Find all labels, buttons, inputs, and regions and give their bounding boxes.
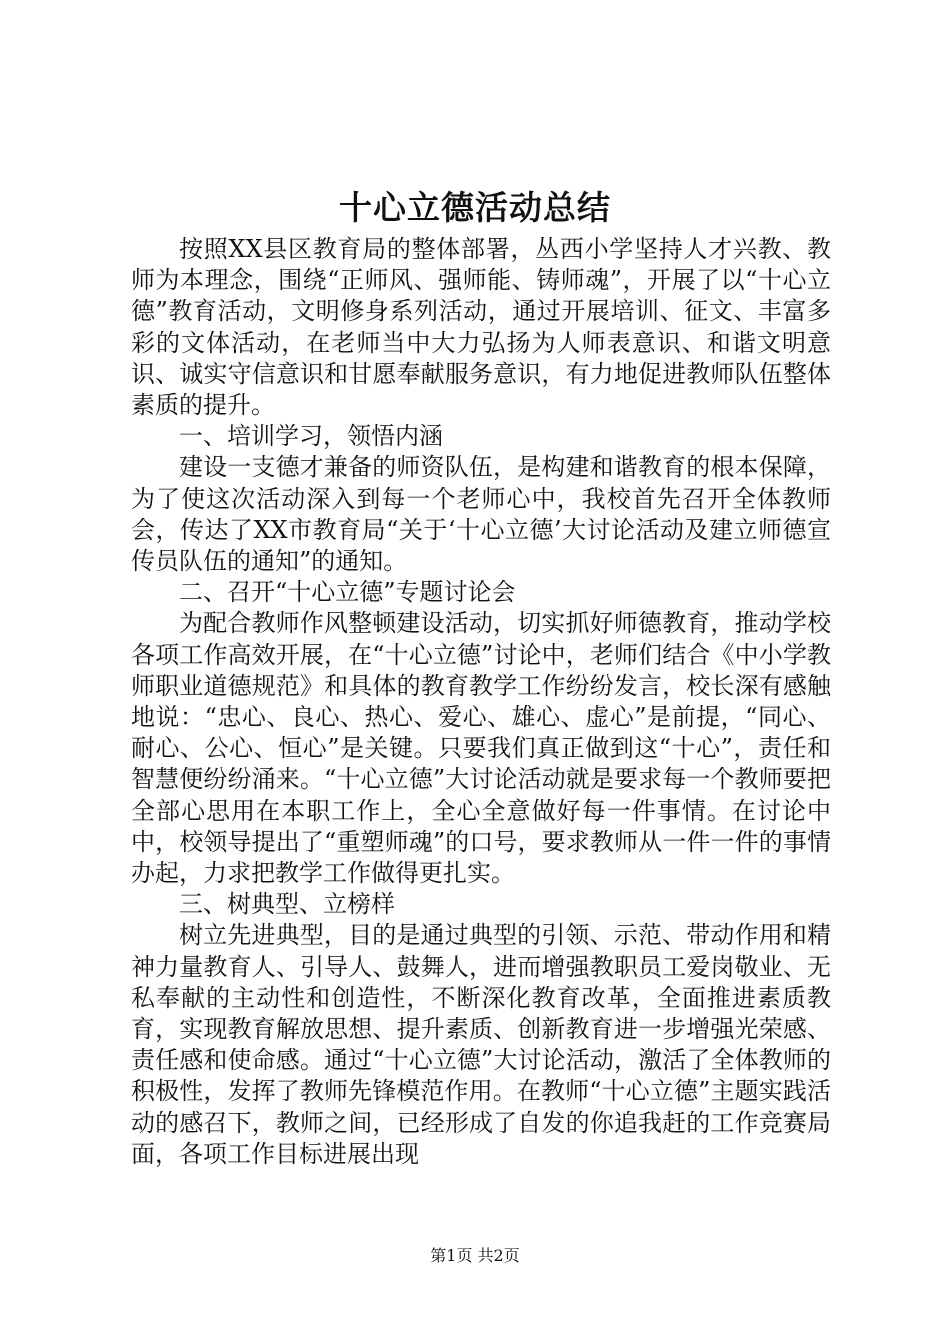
document-body: [131, 234, 831, 1170]
section-body-3: 树立先进典型，目的是通过典型的引领、示范、带动作用和精神力量教育人、引导人、鼓舞人，进而增强教职员工爱岗敬业、无私奉献的主动性和创造性，不断深化教育改革，全面推进素质教育，实现教育解放思想、提升素质、创新教育进一步增强光荣感、责任感和使命感。通过“十心立德”大讨论活动，激活了全体教师的积极性，发挥了教师先锋模范作用。在教师“十心立德”主题实践活动的感召下，教师之间，已经形成了自发的你追我赶的工作竞赛局面，各项工作目标进展出现: [131, 921, 831, 1168]
document-title: 十心立德活动总结: [339, 188, 611, 227]
section-heading-2: 二、召开“十心立德”专题讨论会: [179, 578, 516, 607]
section-body-2: 为配合教师作风整顿建设活动，切实抓好师德教育，推动学校各项工作高效开展，在“十心立德”讨论中，老师们结合《中小学教师职业道德规范》和具体的教育教学工作纷纷发言，校长深有感触地说：“忠心、良心、热心、爱心、雄心、虚心”是前提，“同心、耐心、公心、恒心”是关键。只要我们真正做到这“十心”，责任和智慧便纷纷涌来。“十心立德”大讨论活动就是要求每一个教师要把全部心思用在本职工作上，全心全意做好每一件事情。在讨论中中，校领导提出了“重塑师魂”的口号，要求教师从一件一件的事情办起，力求把教学工作做得更扎实。: [131, 609, 831, 888]
section-heading-3: 三、树典型、立榜样: [179, 890, 395, 919]
section-body-1: 建设一支德才兼备的师资队伍，是构建和谐教育的根本保障，为了使这次活动深入到每一个老师心中，我校首先召开全体教师会，传达了XX市教育局“关于‘十心立德’大讨论活动及建立师德宣传员队伍的通知”的通知。: [131, 453, 831, 576]
page-number-footer: 第1页 共2页: [430, 1246, 520, 1265]
section-heading-1: 一、培训学习，领悟内涵: [179, 422, 443, 451]
intro-paragraph: 按照XX县区教育局的整体部署，丛西小学坚持人才兴教、教师为本理念，围绕“正师风、强师能、铸师魂”，开展了以“十心立德”教育活动，文明修身系列活动，通过开展培训、征文、丰富多彩的文体活动，在老师当中大力弘扬为人师表意识、和谐文明意识、诚实守信意识和甘愿奉献服务意识，有力地促进教师队伍整体素质的提升。: [131, 235, 831, 420]
